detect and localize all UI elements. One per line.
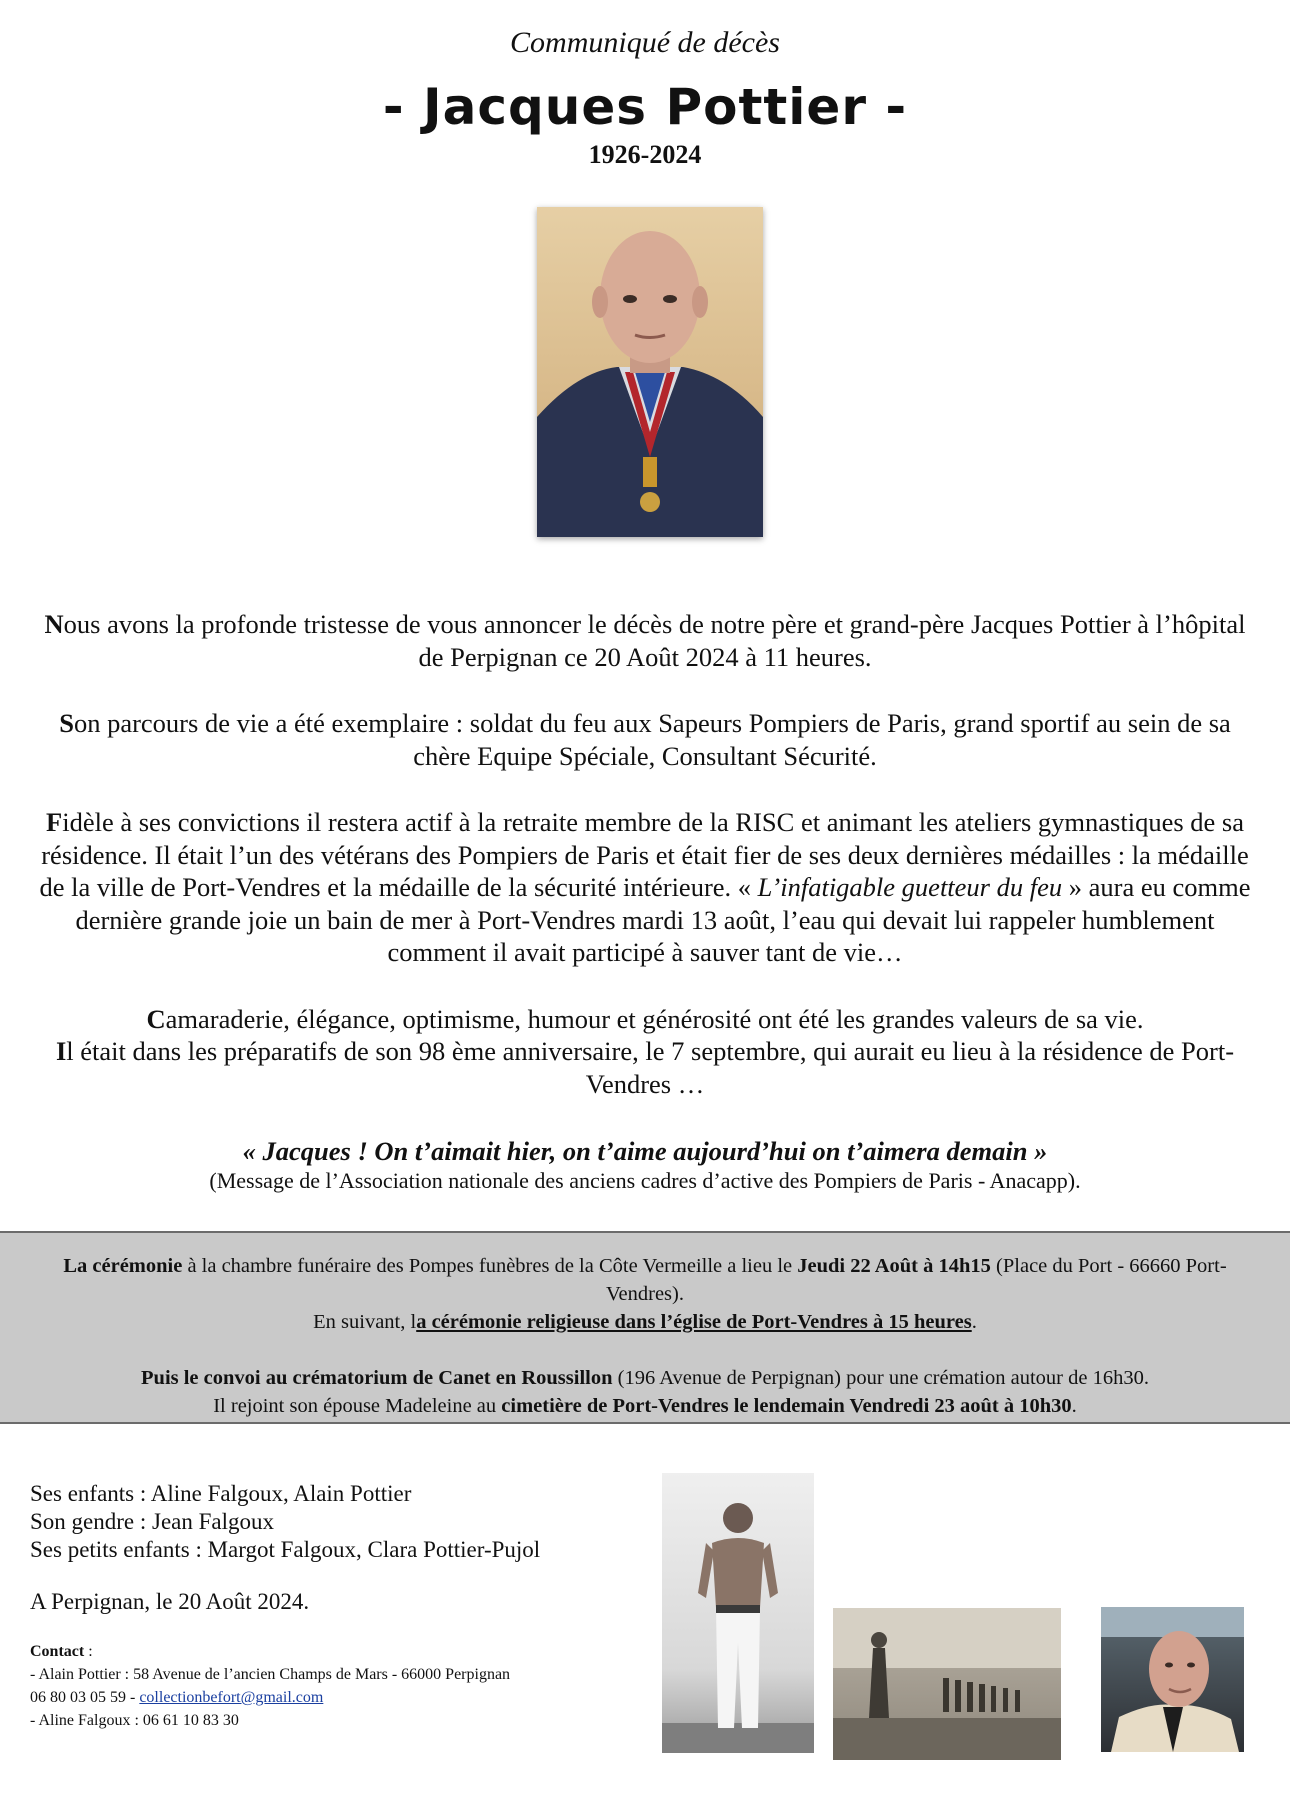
- paragraph-text: » aura eu comme dernière grande joie un bain de mer à Port-Vendres mardi 13 août, l’eau qui devait lui rappeler humblement comment il avait participé à sauver tant de vie…: [75, 872, 1251, 967]
- family-grandchildren: Ses petits enfants : Margot Falgoux, Clara Pottier-Pujol: [30, 1537, 541, 1562]
- life-years: 1926-2024: [588, 140, 702, 169]
- announcement-body: [30, 608, 1260, 1134]
- initial-letter: S: [59, 708, 74, 738]
- ceremony-line-cemetery: [40, 1392, 1250, 1420]
- quote-source: (Message de l’Association nationale des anciens cadres d’active des Pompiers de Paris - Anacapp).: [209, 1168, 1081, 1193]
- gymnast-photo: [662, 1473, 814, 1753]
- contact-email-link[interactable]: collectionbefort@gmail.com: [139, 1689, 324, 1706]
- document-subtitle: Communiqué de décès: [510, 26, 780, 59]
- paragraph-text: l était dans les préparatifs de son 98 ème anniversaire, le 7 septembre, qui aurait eu lieu à la résidence de Port-Vendres …: [66, 1036, 1235, 1099]
- ceremony-text: (196 Avenue de Perpignan) pour une crémation autour de 16h30.: [612, 1367, 1149, 1389]
- paragraph-anniversary: [30, 1035, 1260, 1100]
- ceremony-text: En suivant, l: [313, 1311, 417, 1333]
- ceremony-label: La cérémonie: [63, 1255, 183, 1277]
- family-son-in-law: Son gendre : Jean Falgoux: [30, 1509, 275, 1534]
- initial-letter: F: [46, 807, 63, 837]
- contact-phone: 06 80 03 05 59 -: [30, 1689, 140, 1706]
- convoy-info: Puis le convoi au crématorium de Canet en Roussillon: [141, 1367, 613, 1389]
- document-title: - Jacques Pottier -: [382, 78, 908, 136]
- contact-aline: - Aline Falgoux : 06 61 10 83 30: [30, 1712, 239, 1729]
- paragraph-text: idèle à ses convictions il restera actif à la retraite membre de la RISC et animant les ateliers gymnastiques de sa résidence. Il était l’un des vétérans des Pompiers de Paris et était fier de ses deux dernières médailles : la médaille de la ville de Port-Vendres et la médaille de la sécurité intérieure. «: [39, 807, 1249, 902]
- paragraph-text: ous avons la profonde tristesse de vous annoncer le décès de notre père et grand-père Jacques Pottier à l’hôpital de Perpignan ce 20 Août 2024 à 11 heures.: [63, 609, 1246, 672]
- recent-portrait-photo: [1101, 1607, 1244, 1752]
- ceremony-text: .: [1071, 1395, 1077, 1417]
- ceremony-text: à la chambre funéraire des Pompes funèbres de la Côte Vermeille a lieu le: [182, 1255, 798, 1277]
- family-list: [30, 1480, 650, 1564]
- cemetery-info: cimetière de Port-Vendres le lendemain Vendredi 23 août à 10h30: [501, 1395, 1072, 1417]
- paragraph-convictions: [30, 806, 1260, 969]
- ceremony-text: .: [971, 1311, 977, 1333]
- paragraph-career: [30, 707, 1260, 772]
- paragraph-values: [30, 1003, 1260, 1036]
- paragraph-announcement: [30, 608, 1260, 673]
- ceremony-place: (Place du Port - 66660 Port-Vendres).: [606, 1255, 1227, 1305]
- ceremony-line-convoy: [40, 1364, 1250, 1392]
- initial-letter: N: [44, 609, 64, 639]
- paragraph-text: on parcours de vie a été exemplaire : soldat du feu aux Sapeurs Pompiers de Paris, grand sportif au sein de sa chère Equipe Spéciale, Consultant Sécurité.: [73, 708, 1231, 771]
- religious-ceremony: a cérémonie religieuse dans l’église de Port-Vendres à 15 heures: [416, 1311, 972, 1333]
- contact-label: Contact: [30, 1643, 85, 1660]
- ceremony-text: Il rejoint son épouse Madeleine au: [213, 1395, 502, 1417]
- initial-letter: C: [146, 1003, 166, 1034]
- initial-letter: I: [55, 1036, 67, 1066]
- contact-alain: - Alain Pottier : 58 Avenue de l’ancien Champs de Mars - 66000 Perpignan: [30, 1666, 511, 1683]
- contact-label-suffix: :: [84, 1643, 93, 1660]
- contact-block: [30, 1640, 650, 1732]
- family-children: Ses enfants : Aline Falgoux, Alain Pottier: [30, 1481, 412, 1506]
- ceremony-info-box: [0, 1231, 1290, 1424]
- parade-photo: [833, 1608, 1061, 1760]
- paragraph-text: amaraderie, élégance, optimisme, humour et générosité ont été les grandes valeurs de sa vie.: [165, 1003, 1144, 1034]
- ceremony-line-funeral: [40, 1252, 1250, 1308]
- portrait-photo: [537, 207, 763, 537]
- tribute-quote: « Jacques ! On t’aimait hier, on t’aime aujourd’hui on t’aimera demain »: [242, 1136, 1048, 1166]
- place-date: A Perpignan, le 20 Août 2024.: [30, 1589, 310, 1614]
- ceremony-line-religious: [40, 1308, 1250, 1336]
- ceremony-date: Jeudi 22 Août à 14h15: [797, 1255, 991, 1277]
- nickname-italic: L’infatigable guetteur du feu: [757, 872, 1063, 902]
